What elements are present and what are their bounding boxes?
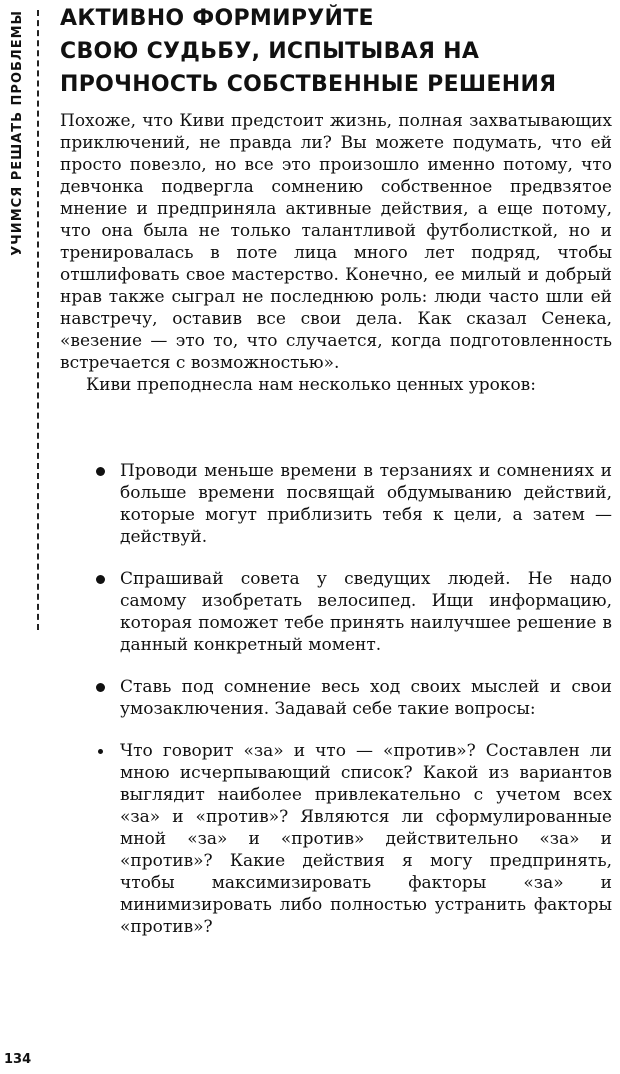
heading-line-2: СВОЮ СУДЬБУ, ИСПЫТЫВАЯ НА [60, 39, 480, 64]
list-item-text: Спрашивай совета у сведущих людей. Не надо самому изобретать велосипед. Ищи информацию, которая поможет тебе принять наилучшее решение в данный конкретный момент. [120, 569, 612, 655]
list-item [60, 568, 612, 656]
bullet-icon [96, 575, 105, 584]
list-item [60, 676, 612, 720]
bullet-icon [96, 467, 105, 476]
running-head-text: УЧИМСЯ РЕШАТЬ ПРОБЛЕМЫ [9, 10, 25, 256]
list-item [60, 740, 612, 938]
list-item [60, 460, 612, 548]
paragraph-2: Киви преподнесла нам несколько ценных уроков: [86, 375, 536, 395]
page-number: 134 [4, 1052, 32, 1067]
bullet-icon [98, 749, 103, 754]
list-item-text: Что говорит «за» и что — «против»? Составлен ли мною исчерпывающий список? Какой из вариантов выглядит наиболее привлекательно с учетом всех «за» и «против»? Являются ли сформулированные мной «за» и «против» действительно «за» и «против»? Какие действия я могу предпринять, чтобы максимизировать факторы «за» и минимизировать либо полностью устранить факторы «против»? [120, 741, 612, 937]
body-text [60, 110, 612, 396]
running-head [2, 10, 32, 650]
dashed-divider [37, 10, 39, 630]
section-heading [60, 2, 608, 101]
lessons-list [60, 460, 612, 958]
list-item-text: Ставь под сомнение весь ход своих мыслей и свои умозаключения. Задавай себе такие вопросы: [120, 677, 612, 719]
heading-line-3: ПРОЧНОСТЬ СОБСТВЕННЫЕ РЕШЕНИЯ [60, 72, 557, 97]
bullet-icon [96, 683, 105, 692]
list-item-text: Проводи меньше времени в терзаниях и сомнениях и больше времени посвящай обдумыванию действий, которые могут приблизить тебя к цели, а затем — действуй. [120, 461, 612, 547]
paragraph-1: Похоже, что Киви предстоит жизнь, полная захватывающих приключений, не правда ли? Вы можете подумать, что ей просто повезло, но все это произошло именно потому, что девчонка подвергла сомнению собственное предвзятое мнение и предприняла активные действия, а еще потому, что она была не только талантливой футболисткой, но и тренировалась в поте лица много лет подряд, чтобы отшлифовать свое мастерство. Конечно, ее милый и добрый нрав также сыграл не последнюю роль: люди часто шли ей навстречу, оставив все свои дела. Как сказал Сенека, «везение — это то, что случается, когда подготовленность встречается с возможностью». [60, 111, 612, 373]
heading-line-1: АКТИВНО ФОРМИРУЙТЕ [60, 6, 374, 31]
